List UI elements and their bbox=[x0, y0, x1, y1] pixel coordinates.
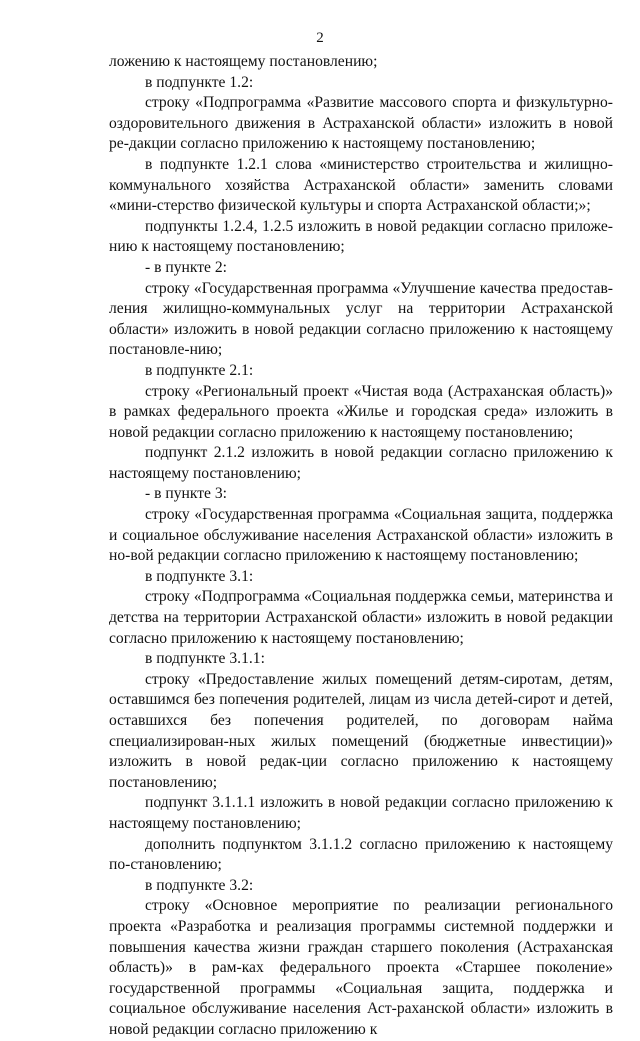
document-paragraph: в подпункте 3.2: bbox=[145, 876, 254, 894]
document-paragraph: строку «Государственная программа «Социальная защита, поддержка и социальное обслуживание населения Астраханской области» изложить в но-вой редакции согласно приложению к настоящему постановлению; bbox=[109, 506, 613, 565]
document-paragraph: подпункт 2.1.2 изложить в новой редакции согласно приложению к настоящему постановлению; bbox=[109, 444, 613, 482]
document-paragraph: подпункты 1.2.4, 1.2.5 изложить в новой редакции согласно приложе-нию к настоящему постановлению; bbox=[109, 217, 613, 256]
document-paragraph: - в пункте 3: bbox=[145, 485, 227, 503]
document-paragraph: строку «Государственная программа «Улучшение качества предостав-ления жилищно-коммунальных услуг на территории Астраханской области» изложить в новой редакции согласно приложению к настоящему постановле-нию; bbox=[109, 279, 613, 359]
document-paragraph: ложению к настоящему постановлению; bbox=[109, 53, 378, 70]
document-paragraph: в подпункте 3.1.1: bbox=[145, 650, 265, 668]
document-body bbox=[109, 52, 613, 1041]
document-paragraph: строку «Предоставление жилых помещений детям-сиротам, детям, оставшимся без попечения родителей, лицам из числа детей-сирот и детей, оставшихся без попечения родителей, по договорам найма специализирован-ных жилых помещений (бюджетные инвестиции)» изложить в новой редак-ции согласно приложению к настоящему постановлению; bbox=[109, 670, 613, 791]
document-paragraph: строку «Подпрограмма «Развитие массового спорта и физкультурно-оздоровительного движения в Астраханской области» изложить в новой ре-дакции согласно приложению к настоящему постановлению; bbox=[109, 94, 613, 153]
document-paragraph: - в пункте 2: bbox=[145, 258, 227, 276]
document-paragraph: в подпункте 3.1: bbox=[145, 567, 254, 585]
document-paragraph: дополнить подпунктом 3.1.1.2 согласно приложению к настоящему по-становлению; bbox=[109, 835, 613, 874]
document-paragraph: подпункт 3.1.1.1 изложить в новой редакции согласно приложению к настоящему постановлению; bbox=[109, 794, 613, 832]
document-paragraph: в подпункте 1.2: bbox=[145, 73, 254, 91]
document-paragraph: в подпункте 2.1: bbox=[145, 361, 254, 379]
document-paragraph: строку «Региональный проект «Чистая вода (Астраханская область)» в рамках федерального проекта «Жилье и городская среда» изложить в новой редакции согласно приложению к настоящему постановлению; bbox=[109, 382, 613, 441]
document-paragraph: в подпункте 1.2.1 слова «министерство строительства и жилищно-коммунального хозяйства Астраханской области» заменить словами «мини-стерство физической культуры и спорта Астраханской области;»; bbox=[109, 155, 613, 215]
document-paragraph: строку «Основное мероприятие по реализации регионального проекта «Разработка и реализация программы системной поддержки и повышения качества жизни граждан старшего поколения (Астраханская область)» в рам-ках федерального проекта «Старшее поколение» государственной программы «Социальная защита, поддержка и социальное обслуживание населения Аст-раханской области» изложить в новой редакции согласно приложению к bbox=[109, 897, 613, 1038]
document-paragraph: строку «Подпрограмма «Социальная поддержка семьи, материнства и детства на территории Астраханской области» изложить в новой редакции согласно приложению к настоящему постановлению; bbox=[109, 588, 613, 647]
page-number: 2 bbox=[316, 30, 324, 46]
